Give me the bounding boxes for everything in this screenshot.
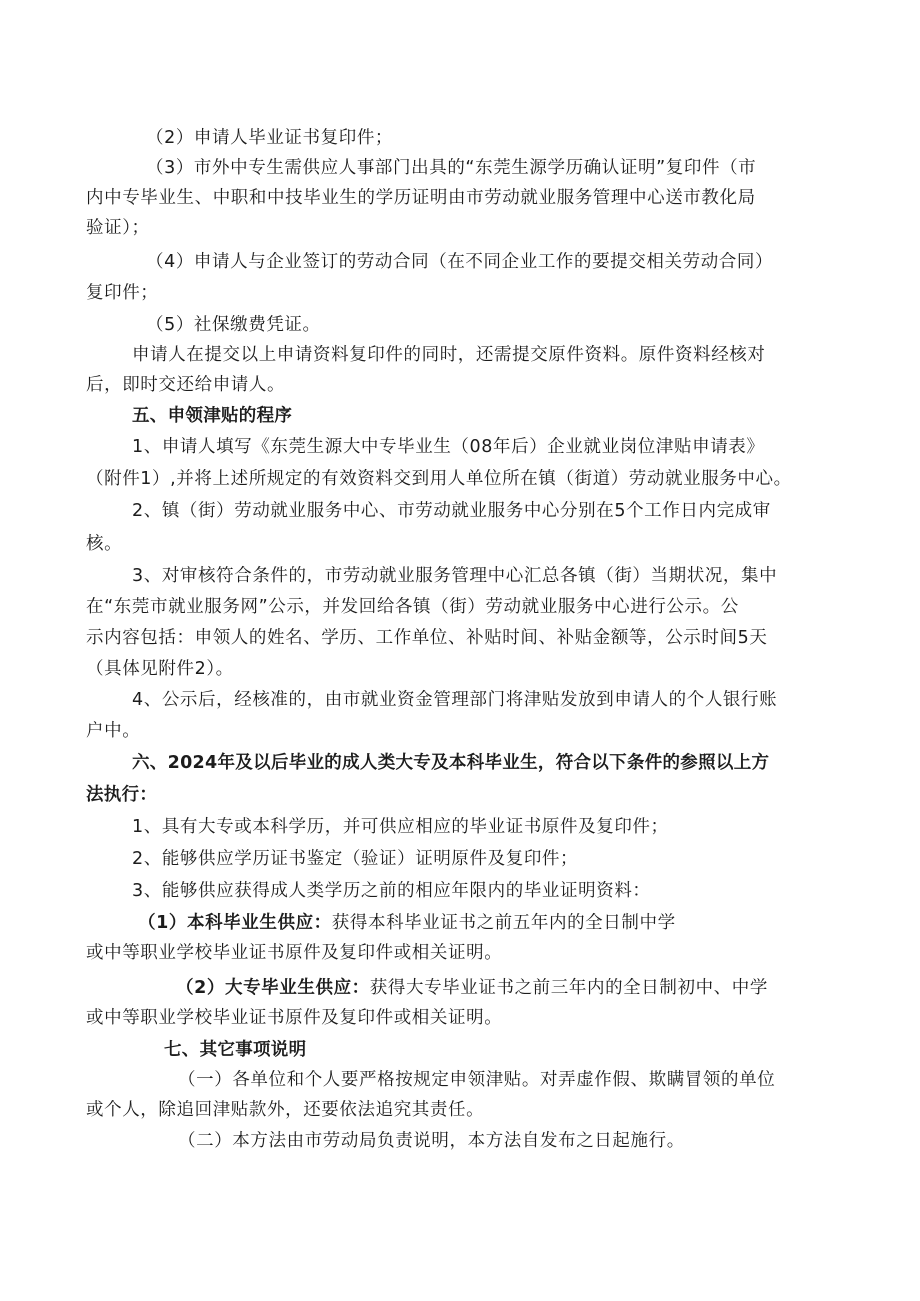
cond-2: 2、能够供应学历证书鉴定（验证）证明原件及复印件； bbox=[132, 849, 579, 869]
note-1-line-1: （一）各单位和个人要严格按规定申领津贴。对弄虚作假、欺瞒冒领的单位 bbox=[178, 1070, 776, 1090]
item-5-social-security: （5）社保缴费凭证。 bbox=[146, 315, 321, 335]
step-2-line-1: 2、镇（街）劳动就业服务中心、市劳动就业服务中心分别在5个工作日内完成审 bbox=[132, 501, 771, 521]
section-7-heading: 七、其它事项说明 bbox=[164, 1040, 307, 1060]
cond-1: 1、具有大专或本科学历，并可供应相应的毕业证书原件及复印件； bbox=[132, 817, 669, 837]
step-1-line-1: 1、申请人填写《东莞生源大中专毕业生（08年后）企业就业岗位津贴申请表》 bbox=[132, 437, 765, 457]
sub-2-bold-lead: （2）大专毕业生供应： bbox=[176, 978, 370, 998]
sub-1-bold-lead: （1）本科毕业生供应： bbox=[138, 913, 332, 933]
original-docs-line-2: 后，即时交还给申请人。 bbox=[86, 375, 286, 395]
section-5-heading: 五、申领津贴的程序 bbox=[132, 406, 293, 426]
section-6-heading-line-1: 六、2024年及以后毕业的成人类大专及本科毕业生，符合以下条件的参照以上方 bbox=[132, 753, 770, 773]
item-3-line-2: 内中专毕业生、中职和中技毕业生的学历证明由市劳动就业服务管理中心送市教化局 bbox=[86, 188, 756, 208]
cond-3-sub-1-line-2: 或中等职业学校毕业证书原件及复印件或相关证明。 bbox=[86, 943, 503, 963]
cond-3-sub-2-line-1 bbox=[176, 977, 768, 999]
item-2-diploma-copy: （2）申请人毕业证书复印件； bbox=[146, 128, 394, 148]
item-3-line-3: 验证）； bbox=[86, 218, 150, 238]
step-3-line-1: 3、对审核符合条件的，市劳动就业服务管理中心汇总各镇（街）当期状况，集中 bbox=[132, 566, 778, 586]
sub-2-text: 获得大专毕业证书之前三年内的全日制初中、中学 bbox=[369, 978, 768, 998]
step-1-line-2: （附件1）,并将上述所规定的有效资料交到用人单位所在镇（街道）劳动就业服务中心。 bbox=[86, 469, 792, 489]
section-6-heading-line-2: 法执行： bbox=[86, 785, 158, 805]
step-3-line-2: 在“东莞市就业服务网”公示，并发回给各镇（街）劳动就业服务中心进行公示。公 bbox=[86, 597, 739, 617]
cond-3-sub-1-line-1 bbox=[138, 912, 676, 934]
item-4-line-2: 复印件； bbox=[86, 283, 159, 303]
note-1-line-2: 或个人，除追回津贴款外，还要依法追究其责任。 bbox=[86, 1100, 485, 1120]
step-4-line-1: 4、公示后，经核准的，由市就业资金管理部门将津贴发放到申请人的个人银行账 bbox=[132, 690, 778, 710]
cond-3: 3、能够供应获得成人类学历之前的相应年限内的毕业证明资料： bbox=[132, 881, 651, 901]
sub-1-text: 获得本科毕业证书之前五年内的全日制中学 bbox=[331, 913, 676, 933]
item-3-line-1: （3）市外中专生需供应人事部门出具的“东莞生源学历确认证明”复印件（市 bbox=[146, 158, 757, 178]
step-2-line-2: 核。 bbox=[86, 534, 123, 554]
original-docs-line-1: 申请人在提交以上申请资料复印件的同时，还需提交原件资料。原件资料经核对 bbox=[132, 345, 766, 365]
step-3-line-4: （具体见附件2）。 bbox=[86, 659, 234, 679]
cond-3-sub-2-line-2: 或中等职业学校毕业证书原件及复印件或相关证明。 bbox=[86, 1008, 503, 1028]
note-2: （二）本方法由市劳动局负责说明，本方法自发布之日起施行。 bbox=[178, 1131, 685, 1151]
item-4-line-1: （4）申请人与企业签订的劳动合同（在不同企业工作的要提交相关劳动合同） bbox=[146, 252, 774, 272]
step-3-line-3: 示内容包括：申领人的姓名、学历、工作单位、补贴时间、补贴金额等，公示时间5天 bbox=[86, 628, 768, 648]
step-4-line-2: 户中。 bbox=[86, 721, 141, 741]
